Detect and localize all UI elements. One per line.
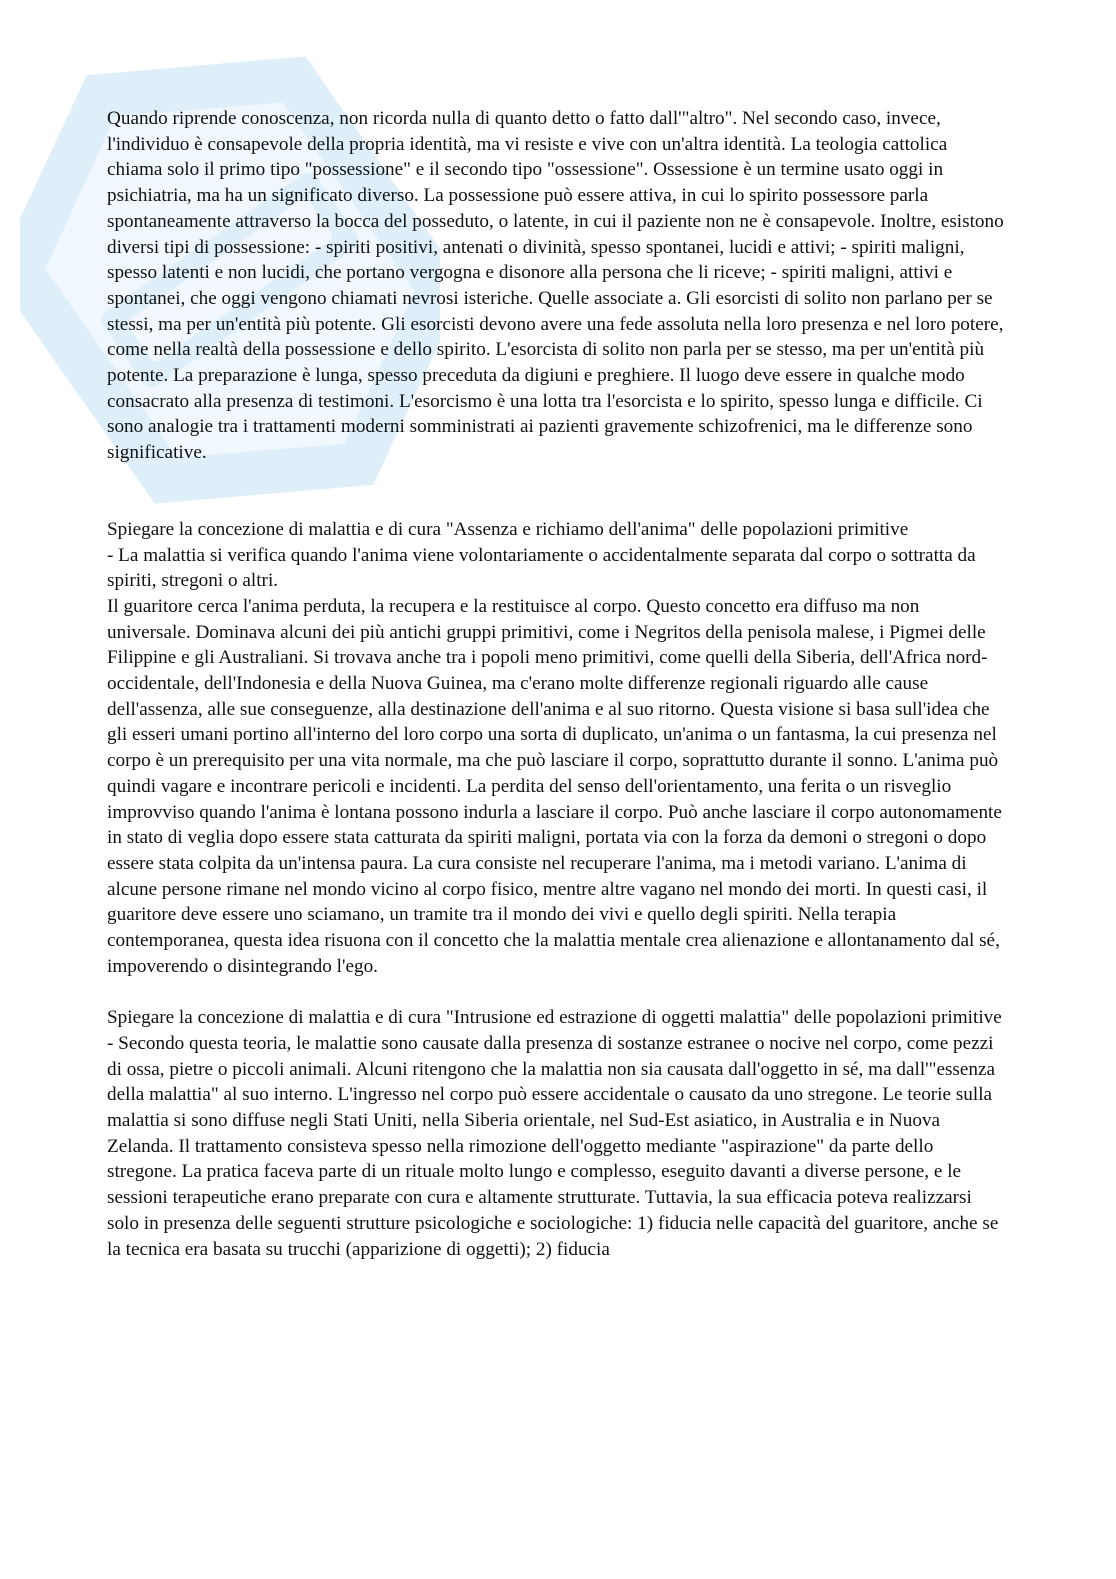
heading-soul-loss: Spiegare la concezione di malattia e di cura "Assenza e richiamo dell'anima" delle popolazioni primitive bbox=[107, 518, 909, 540]
paragraph-soul-loss-definition: - La malattia si verifica quando l'anima viene volontariamente o accidentalmente separata dal corpo o sottratta da spiriti, stregoni o altri. bbox=[107, 544, 976, 592]
paragraph-possession: Quando riprende conoscenza, non ricorda nulla di quanto detto o fatto dall'"altro". Nel secondo caso, invece, l'individuo è consapevole della propria identità, ma vi resiste e vive con un'altra identità. La teologia cattolica chiama solo il primo tipo "possessione" e il secondo tipo "ossessione". Ossessione è un termine usato oggi in psichiatria, ma ha un significato diverso. La possessione può essere attiva, in cui lo spirito possessore parla spontaneamente attraverso la bocca del posseduto, o latente, in cui il paziente non ne è consapevole. Inoltre, esistono diversi tipi di possessione: - spiriti positivi, antenati o divinità, spesso spontanei, lucidi e attivi; - spiriti maligni, spesso latenti e non lucidi, che portano vergogna e disonore alla persona che li riceve; - spiriti maligni, attivi e spontanei, che oggi vengono chiamati nevrosi isteriche. Quelle associate a. Gli esorcisti di solito non parlano per se stessi, ma per un'entità più potente. Gli esorcisti devono avere una fede assoluta nella loro presenza e nel loro potere, come nella realtà della possessione e dello spirito. L'esorcista di solito non parla per se stesso, ma per un'entità più potente. La preparazione è lunga, spesso preceduta da digiuni e preghiere. Il luogo deve essere in qualche modo consacrato alla presenza di testimoni. L'esorcismo è una lotta tra l'esorcista e lo spirito, spesso lunga e difficile. Ci sono analogie tra i trattamenti moderni somministrati ai pazienti gravemente schizofrenici, ma le differenze sono significative. bbox=[107, 108, 1004, 464]
section-spacer bbox=[107, 980, 1007, 1006]
heading-object-intrusion: Spiegare la concezione di malattia e di cura "Intrusione ed estrazione di oggetti malattia" delle popolazioni primitive bbox=[107, 1007, 1002, 1029]
section-spacer bbox=[107, 466, 1007, 517]
paragraph-object-intrusion-body: - Secondo questa teoria, le malattie sono causate dalla presenza di sostanze estranee o nocive nel corpo, come pezzi di ossa, pietre o piccoli animali. Alcuni ritengono che la malattia non sia causata dall'oggetto in sé, ma dall'"essenza della malattia" al suo interno. L'ingresso nel corpo può essere accidentale o causato da uno stregone. Le teorie sulla malattia si sono diffuse negli Stati Uniti, nella Siberia orientale, nel Sud-Est asiatico, in Australia e in Nuova Zelanda. Il trattamento consisteva spesso nella rimozione dell'oggetto mediante "aspirazione" da parte dello stregone. La pratica faceva parte di un rituale molto lungo e complesso, eseguito davanti a diverse persone, e le sessioni terapeutiche erano preparate con cura e altamente strutturate. Tuttavia, la sua efficacia poteva realizzarsi solo in presenza delle seguenti strutture psicologiche e sociologiche: 1) fiducia nelle capacità del guaritore, anche se la tecnica era basata su trucchi (apparizione di oggetti); 2) fiducia bbox=[107, 1032, 999, 1260]
document-body bbox=[107, 106, 1007, 1262]
paragraph-soul-loss-body: Il guaritore cerca l'anima perduta, la recupera e la restituisce al corpo. Questo concetto era diffuso ma non universale. Dominava alcuni dei più antichi gruppi primitivi, come i Negritos della penisola malese, i Pigmei delle Filippine e gli Australiani. Si trovava anche tra i popoli meno primitivi, come quelli della Siberia, dell'Africa nord-occidentale, dell'Indonesia e della Nuova Guinea, ma c'erano molte differenze regionali riguardo alle cause dell'assenza, alle sue conseguenze, alla destinazione dell'anima e al suo ritorno. Questa visione si basa sull'idea che gli esseri umani portino all'interno del loro corpo una sorta di duplicato, un'anima o un fantasma, la cui presenza nel corpo è un prerequisito per una vita normale, ma che può lasciare il corpo, soprattutto durante il sonno. L'anima può quindi vagare e incontrare pericoli e incidenti. La perdita del senso dell'orientamento, una ferita o un risveglio improvviso quando l'anima è lontana possono indurla a lasciare il corpo. Può anche lasciare il corpo autonomamente in stato di veglia dopo essere stata catturata da spiriti maligni, portata via con la forza da demoni o stregoni o dopo essere stata colpita da un'intensa paura. La cura consiste nel recuperare l'anima, ma i metodi variano. L'anima di alcune persone rimane nel mondo vicino al corpo fisico, mentre altre vagano nel mondo dei morti. In questi casi, il guaritore deve essere uno sciamano, un tramite tra il mondo dei vivi e quello degli spiriti. Nella terapia contemporanea, questa idea risuona con il concetto che la malattia mentale crea alienazione e allontanamento dal sé, impoverendo o disintegrando l'ego. bbox=[107, 595, 1002, 977]
